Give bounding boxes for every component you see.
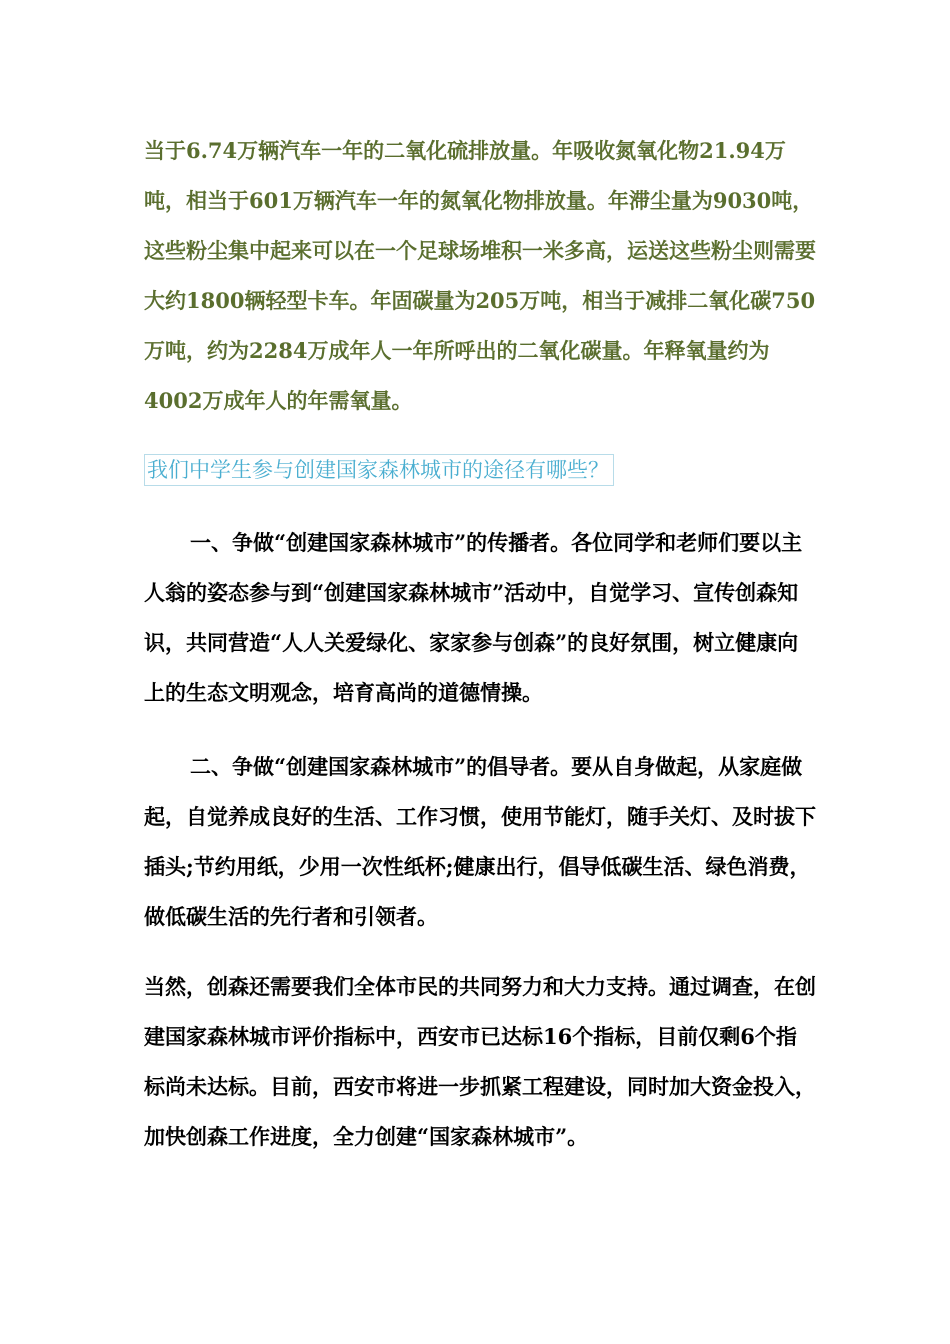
section-heading: 我们中学生参与创建国家森林城市的途径有哪些？ bbox=[144, 454, 614, 486]
intro-paragraph: 当于6.74万辆汽车一年的二氧化硫排放量。年吸收氮氧化物21.94万吨，相当于601万辆汽车一年的氮氧化物排放量。年滞尘量为9030吨，这些粉尘集中起来可以在一个足球场堆积一米多高，运送这些粉尘则需要大约1800辆轻型卡车。年固碳量为205万吨，相当于减排二氧化碳750万吨，约为2284万成年人一年所呼出的二氧化碳量。年释氧量约为4002万成年人的年需氧量。 bbox=[144, 138, 816, 413]
paragraph-broadcaster: 一、争做“创建国家森林城市”的传播者。各位同学和老师们要以主人翁的姿态参与到“创建国家森林城市”活动中，自觉学习、宣传创森知识，共同营造“人人关爱绿化、家家参与创森”的良好氛围，树立健康向上的生态文明观念，培育高尚的道德情操。 bbox=[144, 530, 803, 705]
paragraph-advocate: 二、争做“创建国家森林城市”的倡导者。要从自身做起，从家庭做起，自觉养成良好的生活、工作习惯，使用节能灯，随手关灯、及时拔下插头;节约用纸，少用一次性纸杯;健康出行，倡导低碳生活、绿色消费，做低碳生活的先行者和引领者。 bbox=[144, 754, 816, 929]
paragraph-conclusion: 当然，创森还需要我们全体市民的共同努力和大力支持。通过调查，在创建国家森林城市评价指标中，西安市已达标16个指标，目前仅剩6个指标尚未达标。目前，西安市将进一步抓紧工程建设，同时加大资金投入，加快创森工作进度，全力创建“国家森林城市”。 bbox=[144, 974, 816, 1149]
